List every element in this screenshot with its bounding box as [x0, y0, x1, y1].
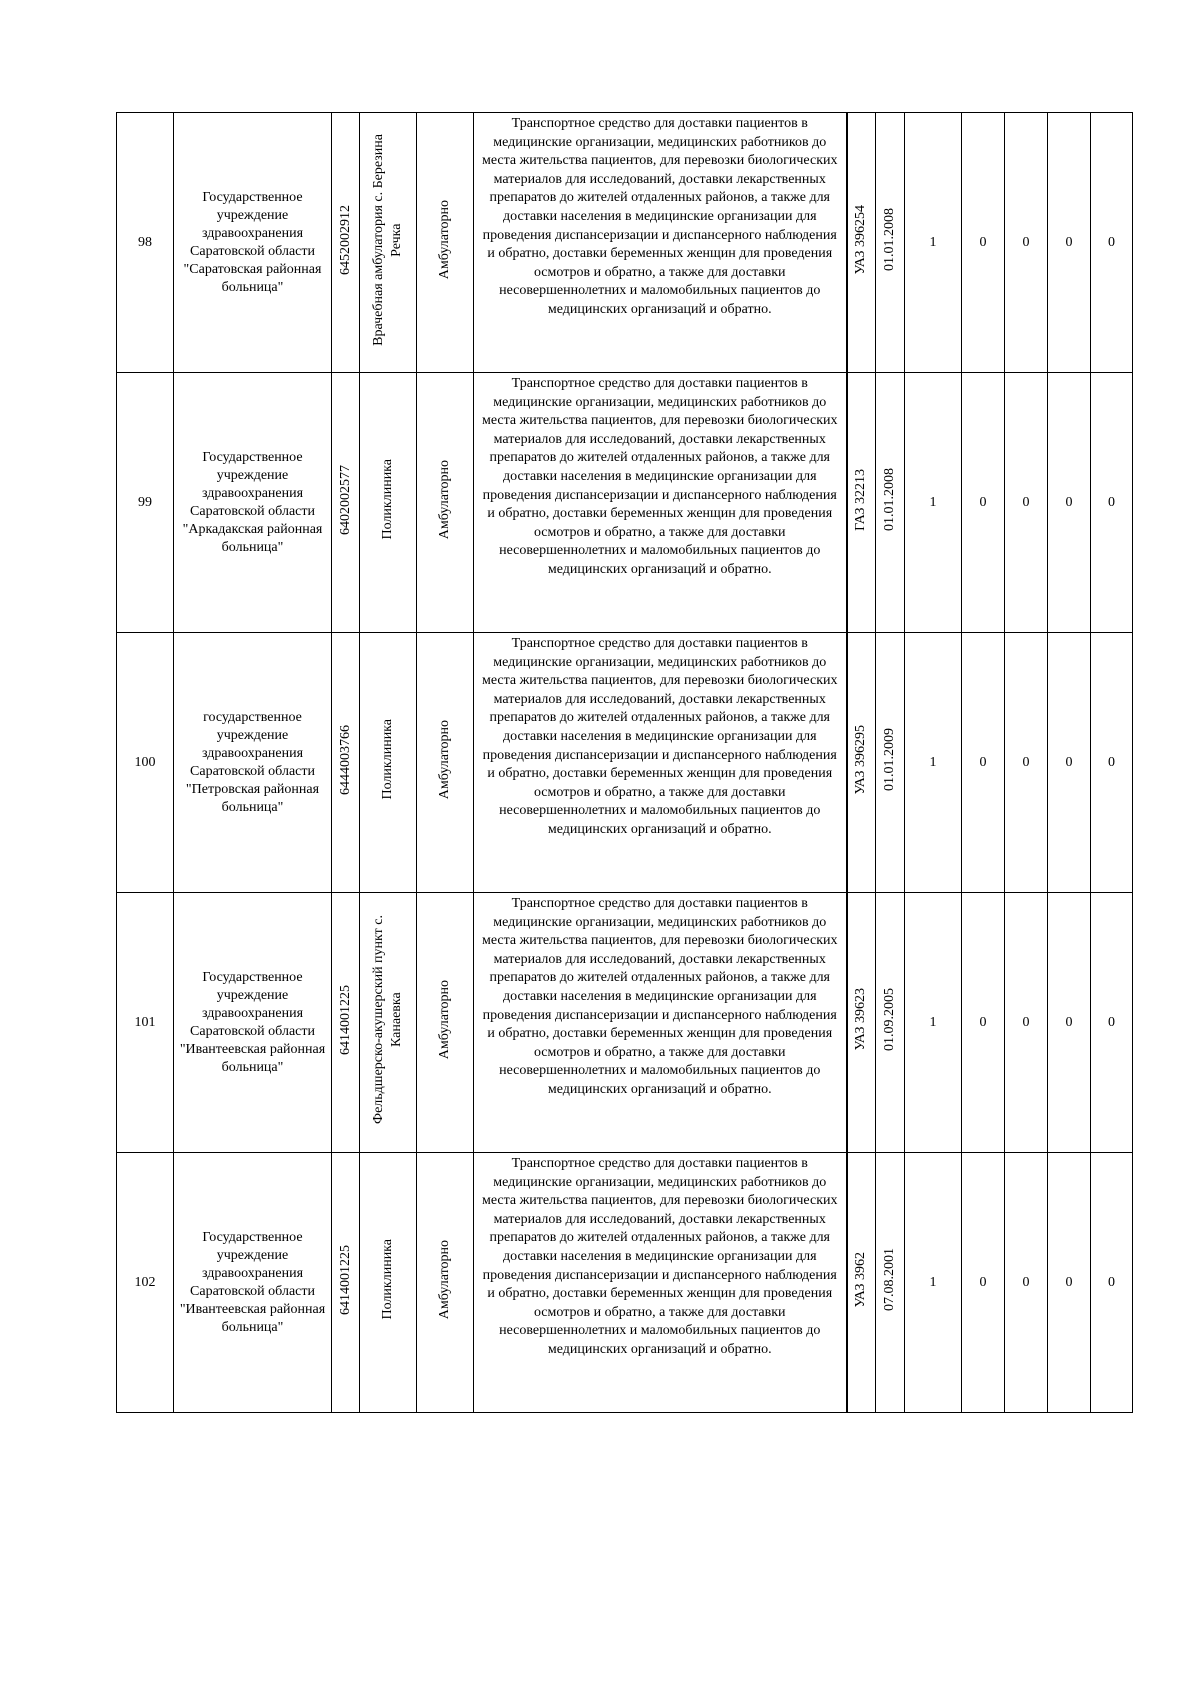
count-value-5: 0: [1108, 1014, 1115, 1030]
inn-cell: [332, 113, 360, 373]
row-number: 99: [138, 494, 152, 510]
vehicle-purpose: Транспортное средство для доставки пациентов в медицинские организации, медицинских работников до места жительства пациентов, для перевозки биологических материалов для исследований, доставки лекарственных препаратов до жителей отдаленных районов, а также для доставки населения в медицинские организации для проведения диспансеризации и диспансерного наблюдения и обратно, доставки беременных женщин для проведения осмотров и обратно, а также для доставки несовершеннолетних и маломобильных пациентов до медицинских организаций и обратно.: [482, 1156, 838, 1357]
count-value-2: 0: [979, 1274, 987, 1290]
table-row: [117, 893, 1133, 1153]
inn-cell: [332, 893, 360, 1153]
vehicle-date-cell: [876, 633, 905, 893]
count-cell-4: [1048, 1153, 1091, 1413]
vehicle-date-cell: [876, 113, 905, 373]
purpose-cell: [474, 373, 847, 633]
count-cell-5: [1091, 893, 1133, 1153]
count-value-3: 0: [1022, 754, 1030, 770]
count-cell-2: [962, 633, 1005, 893]
count-value-5: 0: [1108, 234, 1115, 250]
unit-name-line1: Поликлиника: [380, 1239, 395, 1320]
count-value-2: 0: [979, 754, 987, 770]
count-value-5: 0: [1108, 754, 1115, 770]
count-value-5: 0: [1108, 1274, 1115, 1290]
count-value-1: 1: [929, 1274, 937, 1290]
unit-name-line1: Поликлиника: [380, 719, 395, 800]
vehicle-date: 01.01.2008: [882, 208, 897, 271]
care-type-cell: [417, 893, 474, 1153]
row-number: 101: [134, 1014, 156, 1030]
count-cell-3: [1005, 113, 1048, 373]
organization-name: Государственное учреждение здравоохранения Саратовской области "Аркадакская районная больница": [182, 449, 323, 555]
inn-value: 6444003766: [337, 724, 353, 795]
count-value-3: 0: [1022, 1014, 1030, 1030]
vehicle-date: 01.01.2009: [882, 728, 897, 791]
vehicle-model: УАЗ 39623: [853, 988, 869, 1051]
count-cell-3: [1005, 1153, 1048, 1413]
unit-cell: [360, 893, 417, 1153]
vehicle-purpose: Транспортное средство для доставки пациентов в медицинские организации, медицинских работников до места жительства пациентов, для перевозки биологических материалов для исследований, доставки лекарственных препаратов до жителей отдаленных районов, а также для доставки населения в медицинские организации для проведения диспансеризации и диспансерного наблюдения и обратно, доставки беременных женщин для проведения осмотров и обратно, а также для доставки несовершеннолетних и маломобильных пациентов до медицинских организаций и обратно.: [482, 636, 838, 837]
care-type: Амбулаторно: [437, 199, 452, 280]
organization-cell: [174, 633, 332, 893]
table-row: [117, 373, 1133, 633]
unit-name-line1: Поликлиника: [380, 459, 395, 540]
row-number: 100: [134, 754, 156, 770]
count-value-3: 0: [1022, 494, 1030, 510]
row-number-cell: [117, 893, 174, 1153]
organization-cell: [174, 113, 332, 373]
count-value-4: 0: [1065, 234, 1073, 250]
care-type-cell: [417, 373, 474, 633]
count-cell-2: [962, 893, 1005, 1153]
vehicle-date: 01.09.2005: [882, 988, 897, 1051]
count-cell-1: [905, 113, 962, 373]
count-cell-5: [1091, 1153, 1133, 1413]
unit-name-line2: Речка: [389, 222, 404, 257]
vehicle-registry-table: [116, 112, 1133, 1413]
inn-cell: [332, 1153, 360, 1413]
unit-name: [379, 719, 397, 799]
vehicle-date-cell: [876, 373, 905, 633]
vehicle-date: 01.01.2008: [882, 468, 897, 531]
inn-value: 6402002577: [337, 464, 353, 535]
care-type-cell: [417, 1153, 474, 1413]
count-cell-3: [1005, 373, 1048, 633]
organization-name: государственное учреждение здравоохранения Саратовской области "Петровская районная больница": [185, 709, 320, 815]
purpose-cell: [474, 113, 847, 373]
vehicle-date: 07.08.2001: [882, 1248, 897, 1311]
count-value-1: 1: [929, 754, 937, 770]
vehicle-model: УАЗ 3962: [853, 1251, 869, 1308]
unit-name-line2: Канаевка: [389, 992, 404, 1047]
vehicle-model-cell: [847, 113, 876, 373]
inn-value: 6414001225: [337, 1244, 353, 1315]
count-cell-3: [1005, 893, 1048, 1153]
unit-name: [370, 915, 406, 1124]
inn-cell: [332, 633, 360, 893]
unit-name-line1: Фельдшерско-акушерский пункт с.: [371, 915, 386, 1124]
vehicle-model-cell: [847, 1153, 876, 1413]
vehicle-model-cell: [847, 633, 876, 893]
count-value-4: 0: [1065, 1274, 1073, 1290]
purpose-cell: [474, 1153, 847, 1413]
organization-cell: [174, 373, 332, 633]
table-row: [117, 1153, 1133, 1413]
count-cell-5: [1091, 373, 1133, 633]
count-cell-2: [962, 373, 1005, 633]
count-cell-4: [1048, 893, 1091, 1153]
vehicle-model: ГАЗ 32213: [853, 468, 869, 531]
count-cell-1: [905, 893, 962, 1153]
table-row: [117, 113, 1133, 373]
care-type: Амбулаторно: [437, 459, 452, 540]
unit-cell: [360, 373, 417, 633]
organization-cell: [174, 893, 332, 1153]
vehicle-model-cell: [847, 893, 876, 1153]
purpose-cell: [474, 893, 847, 1153]
organization-name: Государственное учреждение здравоохранения Саратовской области "Ивантеевская районная больница": [179, 1229, 326, 1335]
count-cell-5: [1091, 113, 1133, 373]
count-cell-1: [905, 373, 962, 633]
count-cell-5: [1091, 633, 1133, 893]
row-number-cell: [117, 1153, 174, 1413]
inn-value: 6414001225: [337, 984, 353, 1055]
care-type: Амбулаторно: [437, 1239, 452, 1320]
count-value-2: 0: [979, 1014, 987, 1030]
care-type: Амбулаторно: [437, 719, 452, 800]
count-value-1: 1: [929, 494, 937, 510]
table-row: [117, 633, 1133, 893]
care-type: Амбулаторно: [437, 979, 452, 1060]
vehicle-purpose: Транспортное средство для доставки пациентов в медицинские организации, медицинских работников до места жительства пациентов, для перевозки биологических материалов для исследований, доставки лекарственных препаратов до жителей отдаленных районов, а также для доставки населения в медицинские организации для проведения диспансеризации и диспансерного наблюдения и обратно, доставки беременных женщин для проведения осмотров и обратно, а также для доставки несовершеннолетних и маломобильных пациентов до медицинских организаций и обратно.: [482, 376, 838, 577]
unit-cell: [360, 633, 417, 893]
row-number-cell: [117, 373, 174, 633]
count-value-2: 0: [979, 234, 987, 250]
purpose-cell: [474, 633, 847, 893]
unit-name-line1: Врачебная амбулатория с. Березина: [371, 133, 386, 346]
inn-cell: [332, 373, 360, 633]
care-type-cell: [417, 113, 474, 373]
count-cell-4: [1048, 113, 1091, 373]
vehicle-purpose: Транспортное средство для доставки пациентов в медицинские организации, медицинских работников до места жительства пациентов, для перевозки биологических материалов для исследований, доставки лекарственных препаратов до жителей отдаленных районов, а также для доставки населения в медицинские организации для проведения диспансеризации и диспансерного наблюдения и обратно, доставки беременных женщин для проведения осмотров и обратно, а также для доставки несовершеннолетних и маломобильных пациентов до медицинских организаций и обратно.: [482, 116, 838, 317]
row-number: 102: [134, 1274, 156, 1290]
vehicle-model: УАЗ 396254: [853, 204, 869, 275]
unit-cell: [360, 113, 417, 373]
count-value-3: 0: [1022, 234, 1030, 250]
organization-name: Государственное учреждение здравоохранения Саратовской области "Ивантеевская районная больница": [179, 969, 326, 1075]
count-value-3: 0: [1022, 1274, 1030, 1290]
row-number-cell: [117, 633, 174, 893]
count-cell-3: [1005, 633, 1048, 893]
vehicle-model: УАЗ 396295: [853, 724, 869, 795]
count-cell-2: [962, 1153, 1005, 1413]
vehicle-purpose: Транспортное средство для доставки пациентов в медицинские организации, медицинских работников до места жительства пациентов, для перевозки биологических материалов для исследований, доставки лекарственных препаратов до жителей отдаленных районов, а также для доставки населения в медицинские организации для проведения диспансеризации и диспансерного наблюдения и обратно, доставки беременных женщин для проведения осмотров и обратно, а также для доставки несовершеннолетних и маломобильных пациентов до медицинских организаций и обратно.: [482, 896, 838, 1097]
count-cell-1: [905, 1153, 962, 1413]
row-number: 98: [138, 234, 152, 250]
unit-name: [379, 459, 397, 539]
count-value-1: 1: [929, 1014, 937, 1030]
count-value-5: 0: [1108, 494, 1115, 510]
count-value-2: 0: [979, 494, 987, 510]
organization-cell: [174, 1153, 332, 1413]
inn-value: 6452002912: [337, 204, 353, 275]
count-cell-2: [962, 113, 1005, 373]
unit-name: [370, 134, 406, 346]
care-type-cell: [417, 633, 474, 893]
count-value-1: 1: [929, 234, 937, 250]
vehicle-model-cell: [847, 373, 876, 633]
vehicle-date-cell: [876, 1153, 905, 1413]
count-cell-1: [905, 633, 962, 893]
count-value-4: 0: [1065, 754, 1073, 770]
organization-name: Государственное учреждение здравоохранения Саратовской области "Саратовская районная больница": [183, 189, 322, 295]
unit-name: [379, 1239, 397, 1319]
count-value-4: 0: [1065, 494, 1073, 510]
count-value-4: 0: [1065, 1014, 1073, 1030]
count-cell-4: [1048, 633, 1091, 893]
count-cell-4: [1048, 373, 1091, 633]
unit-cell: [360, 1153, 417, 1413]
row-number-cell: [117, 113, 174, 373]
vehicle-date-cell: [876, 893, 905, 1153]
